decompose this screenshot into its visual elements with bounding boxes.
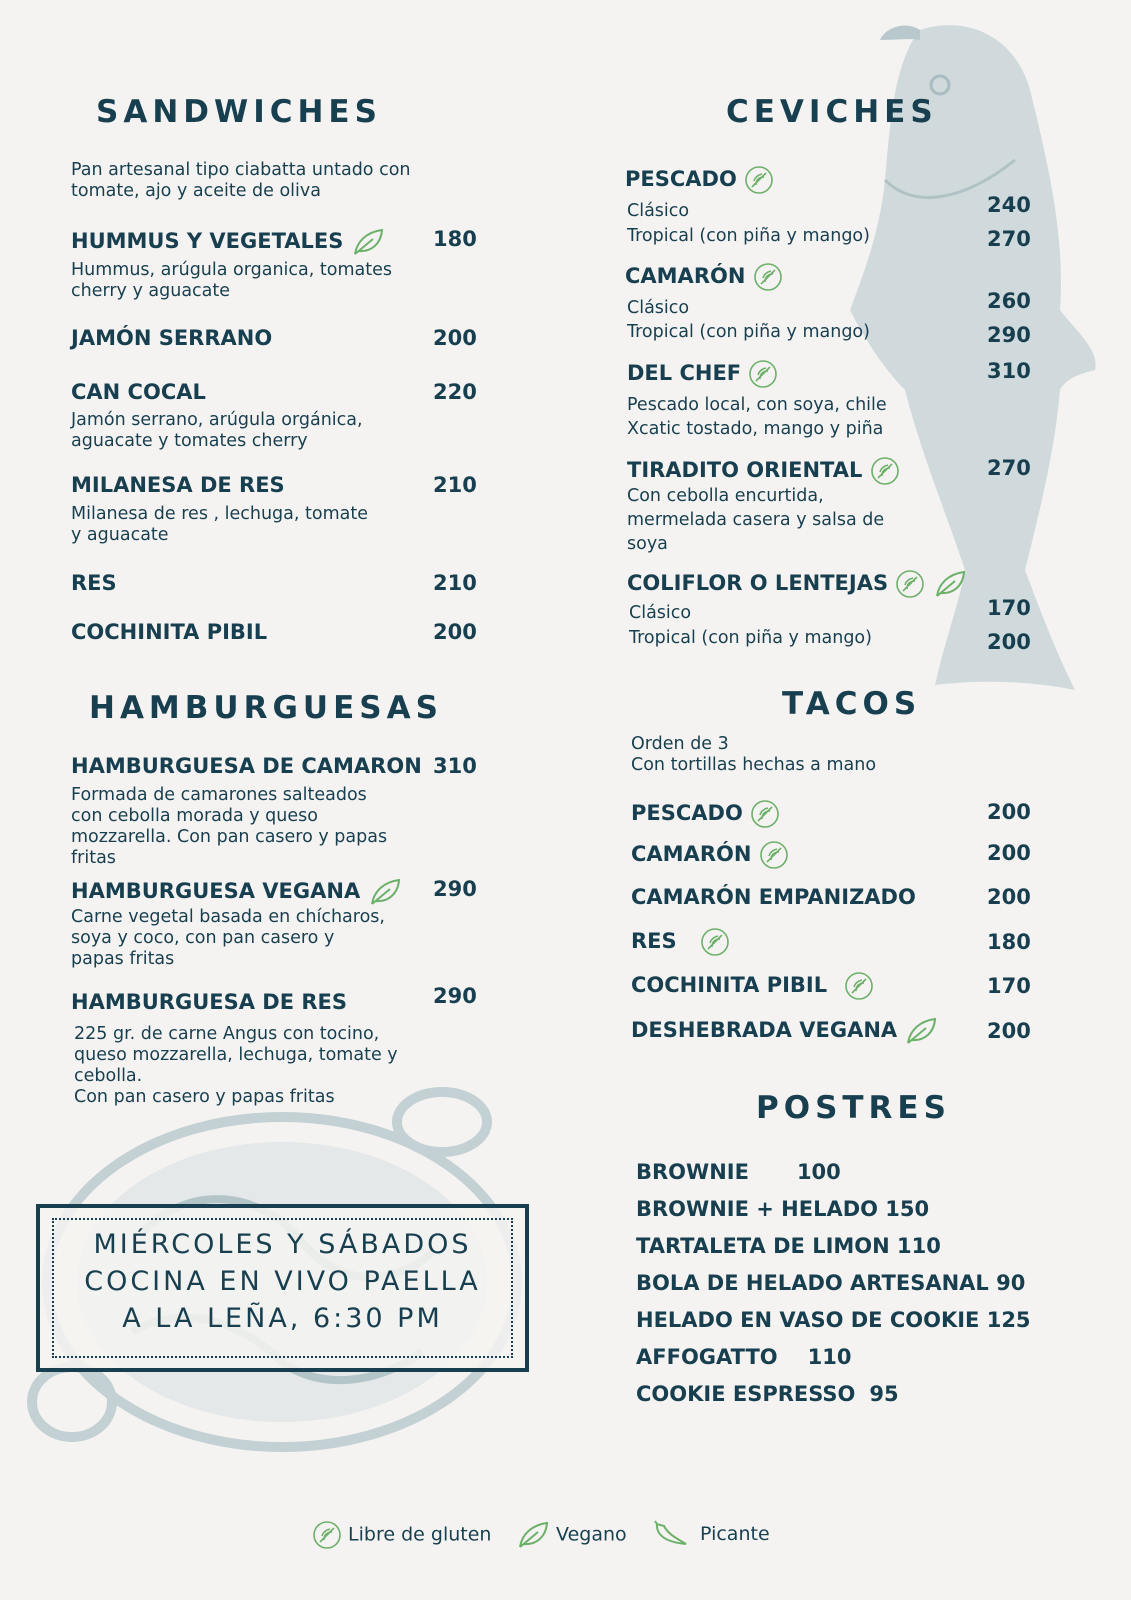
menu-item-description: Hummus, arúgula organica, tomates cherry y aguacate xyxy=(71,260,392,301)
menu-item-price: 210 xyxy=(433,571,477,595)
menu-item-price: 200 xyxy=(987,630,1031,654)
dessert-item: TARTALETA DE LIMON 110 xyxy=(636,1234,941,1258)
menu-item-description: Con cebolla encurtida, mermelada casera y salsa de soya xyxy=(627,486,885,554)
menu-item-price: 200 xyxy=(987,1019,1031,1043)
menu-item-description: 225 gr. de carne Angus con tocino, queso mozzarella, lechuga, tomate y cebolla. Con pan casero y papas fritas xyxy=(74,1024,398,1107)
menu-item-name: PESCADO xyxy=(631,799,780,829)
no-wheat-icon xyxy=(895,569,925,599)
menu-item-price: 170 xyxy=(987,596,1031,620)
leaf-icon xyxy=(933,569,967,599)
no-wheat-icon xyxy=(870,456,900,486)
menu-item-name: HUMMUS Y VEGETALES xyxy=(71,227,385,257)
menu-item-price: 310 xyxy=(433,754,477,778)
dessert-item: BOLA DE HELADO ARTESANAL 90 xyxy=(636,1271,1026,1295)
dessert-item: COOKIE ESPRESSO 95 xyxy=(636,1382,899,1406)
dessert-item: AFFOGATTO 110 xyxy=(636,1345,852,1369)
sandwiches-title: SANDWICHES xyxy=(96,94,382,130)
menu-item-price: 180 xyxy=(987,930,1031,954)
tacos-title: TACOS xyxy=(782,686,922,722)
no-wheat-icon xyxy=(844,971,874,1001)
dessert-price: 95 xyxy=(869,1382,899,1406)
dessert-price: 150 xyxy=(885,1197,930,1221)
tacos-intro: Orden de 3 Con tortillas hechas a mano xyxy=(631,734,877,775)
menu-item-name: HAMBURGUESA DE CAMARON xyxy=(71,754,422,778)
menu-item-name: HAMBURGUESA DE RES xyxy=(71,990,348,1014)
menu-item-description: Pescado local, con soya, chile Xcatic tostado, mango y piña xyxy=(627,395,887,439)
dessert-price: 100 xyxy=(796,1160,841,1184)
menu-item-name: CAMARÓN xyxy=(631,840,789,870)
menu-item-name: COCHINITA PIBIL xyxy=(71,620,268,644)
menu-item-name: TIRADITO ORIENTAL xyxy=(627,456,900,486)
banner-text: MIÉRCOLES Y SÁBADOS COCINA EN VIVO PAELLA A LA LEÑA, 6:30 PM xyxy=(84,1229,481,1334)
legend-vegan: Vegano xyxy=(516,1520,627,1550)
dessert-item: BROWNIE 100 xyxy=(636,1160,841,1184)
menu-item-name: HAMBURGUESA VEGANA xyxy=(71,877,402,907)
no-wheat-icon xyxy=(700,927,730,957)
legend-gluten-free: Libre de gluten xyxy=(312,1520,491,1550)
menu-item-price: 290 xyxy=(987,323,1031,347)
menu-item-price: 240 xyxy=(987,193,1031,217)
menu-item-name: CAMARÓN EMPANIZADO xyxy=(631,885,916,909)
menu-item-price: 200 xyxy=(987,841,1031,865)
dessert-price: 90 xyxy=(996,1271,1026,1295)
leaf-icon xyxy=(904,1016,938,1046)
no-wheat-icon xyxy=(312,1520,342,1550)
menu-item-price: 180 xyxy=(433,227,477,251)
menu-item-price: 200 xyxy=(433,326,477,350)
dessert-price: 125 xyxy=(986,1308,1031,1332)
menu-item-option: Clásico xyxy=(629,603,692,623)
menu-item-name: DEL CHEF xyxy=(627,359,778,389)
menu-item-description: Formada de camarones salteados con cebolla morada y queso mozzarella. Con pan casero y papas fritas xyxy=(71,785,388,868)
leaf-icon xyxy=(516,1520,550,1550)
menu-item-option: Tropical (con piña y mango) xyxy=(627,226,870,246)
legend-spicy: Picante xyxy=(652,1520,770,1548)
dessert-item: HELADO EN VASO DE COOKIE 125 xyxy=(636,1308,1031,1332)
no-wheat-icon xyxy=(753,262,783,292)
menu-item-price: 270 xyxy=(987,456,1031,480)
dessert-price: 110 xyxy=(897,1234,941,1258)
menu-item-price: 200 xyxy=(987,800,1031,824)
menu-item-name: RES xyxy=(71,571,117,595)
no-wheat-icon xyxy=(748,359,778,389)
no-wheat-icon xyxy=(744,165,774,195)
menu-item-price: 310 xyxy=(987,359,1031,383)
menu-item-description: Milanesa de res , lechuga, tomate y aguacate xyxy=(71,504,368,545)
menu-item-price: 220 xyxy=(433,380,477,404)
menu-item-option: Tropical (con piña y mango) xyxy=(629,628,872,648)
menu-item-name: COCHINITA PIBIL xyxy=(631,971,874,1001)
hamburguesas-title: HAMBURGUESAS xyxy=(89,690,443,726)
menu-item-price: 170 xyxy=(987,974,1031,998)
sandwiches-intro: Pan artesanal tipo ciabatta untado con tomate, ajo y aceite de oliva xyxy=(71,160,411,201)
menu-item-name: COLIFLOR O LENTEJAS xyxy=(627,569,967,599)
menu-item-option: Clásico xyxy=(627,298,690,318)
menu-item-option: Tropical (con piña y mango) xyxy=(627,322,870,342)
menu-item-name: RES xyxy=(631,927,730,957)
menu-item-name: MILANESA DE RES xyxy=(71,473,285,497)
no-wheat-icon xyxy=(750,799,780,829)
menu-item-name: PESCADO xyxy=(625,165,774,195)
dessert-item: BROWNIE + HELADO 150 xyxy=(636,1197,930,1221)
ceviches-title: CEVICHES xyxy=(726,94,938,130)
menu-item-option: Clásico xyxy=(627,201,690,221)
menu-item-description: Carne vegetal basada en chícharos, soya y coco, con pan casero y papas fritas xyxy=(71,907,385,969)
menu-item-description: Jamón serrano, arúgula orgánica, aguacate y tomates cherry xyxy=(71,410,363,451)
menu-item-name: DESHEBRADA VEGANA xyxy=(631,1016,938,1046)
menu-item-price: 200 xyxy=(987,885,1031,909)
no-wheat-icon xyxy=(759,840,789,870)
menu-item-name: JAMÓN SERRANO xyxy=(71,326,273,350)
chili-icon xyxy=(652,1520,690,1548)
leaf-icon xyxy=(368,877,402,907)
dessert-price: 110 xyxy=(807,1345,852,1369)
postres-title: POSTRES xyxy=(756,1090,951,1126)
menu-item-name: CAN COCAL xyxy=(71,380,206,404)
menu-item-price: 290 xyxy=(433,984,477,1008)
menu-item-price: 200 xyxy=(433,620,477,644)
menu-item-price: 270 xyxy=(987,227,1031,251)
menu-item-price: 210 xyxy=(433,473,477,497)
leaf-icon xyxy=(351,227,385,257)
menu-item-name: CAMARÓN xyxy=(625,262,783,292)
paella-event-banner xyxy=(36,1204,529,1372)
menu-item-price: 260 xyxy=(987,289,1031,313)
menu-item-price: 290 xyxy=(433,877,477,901)
